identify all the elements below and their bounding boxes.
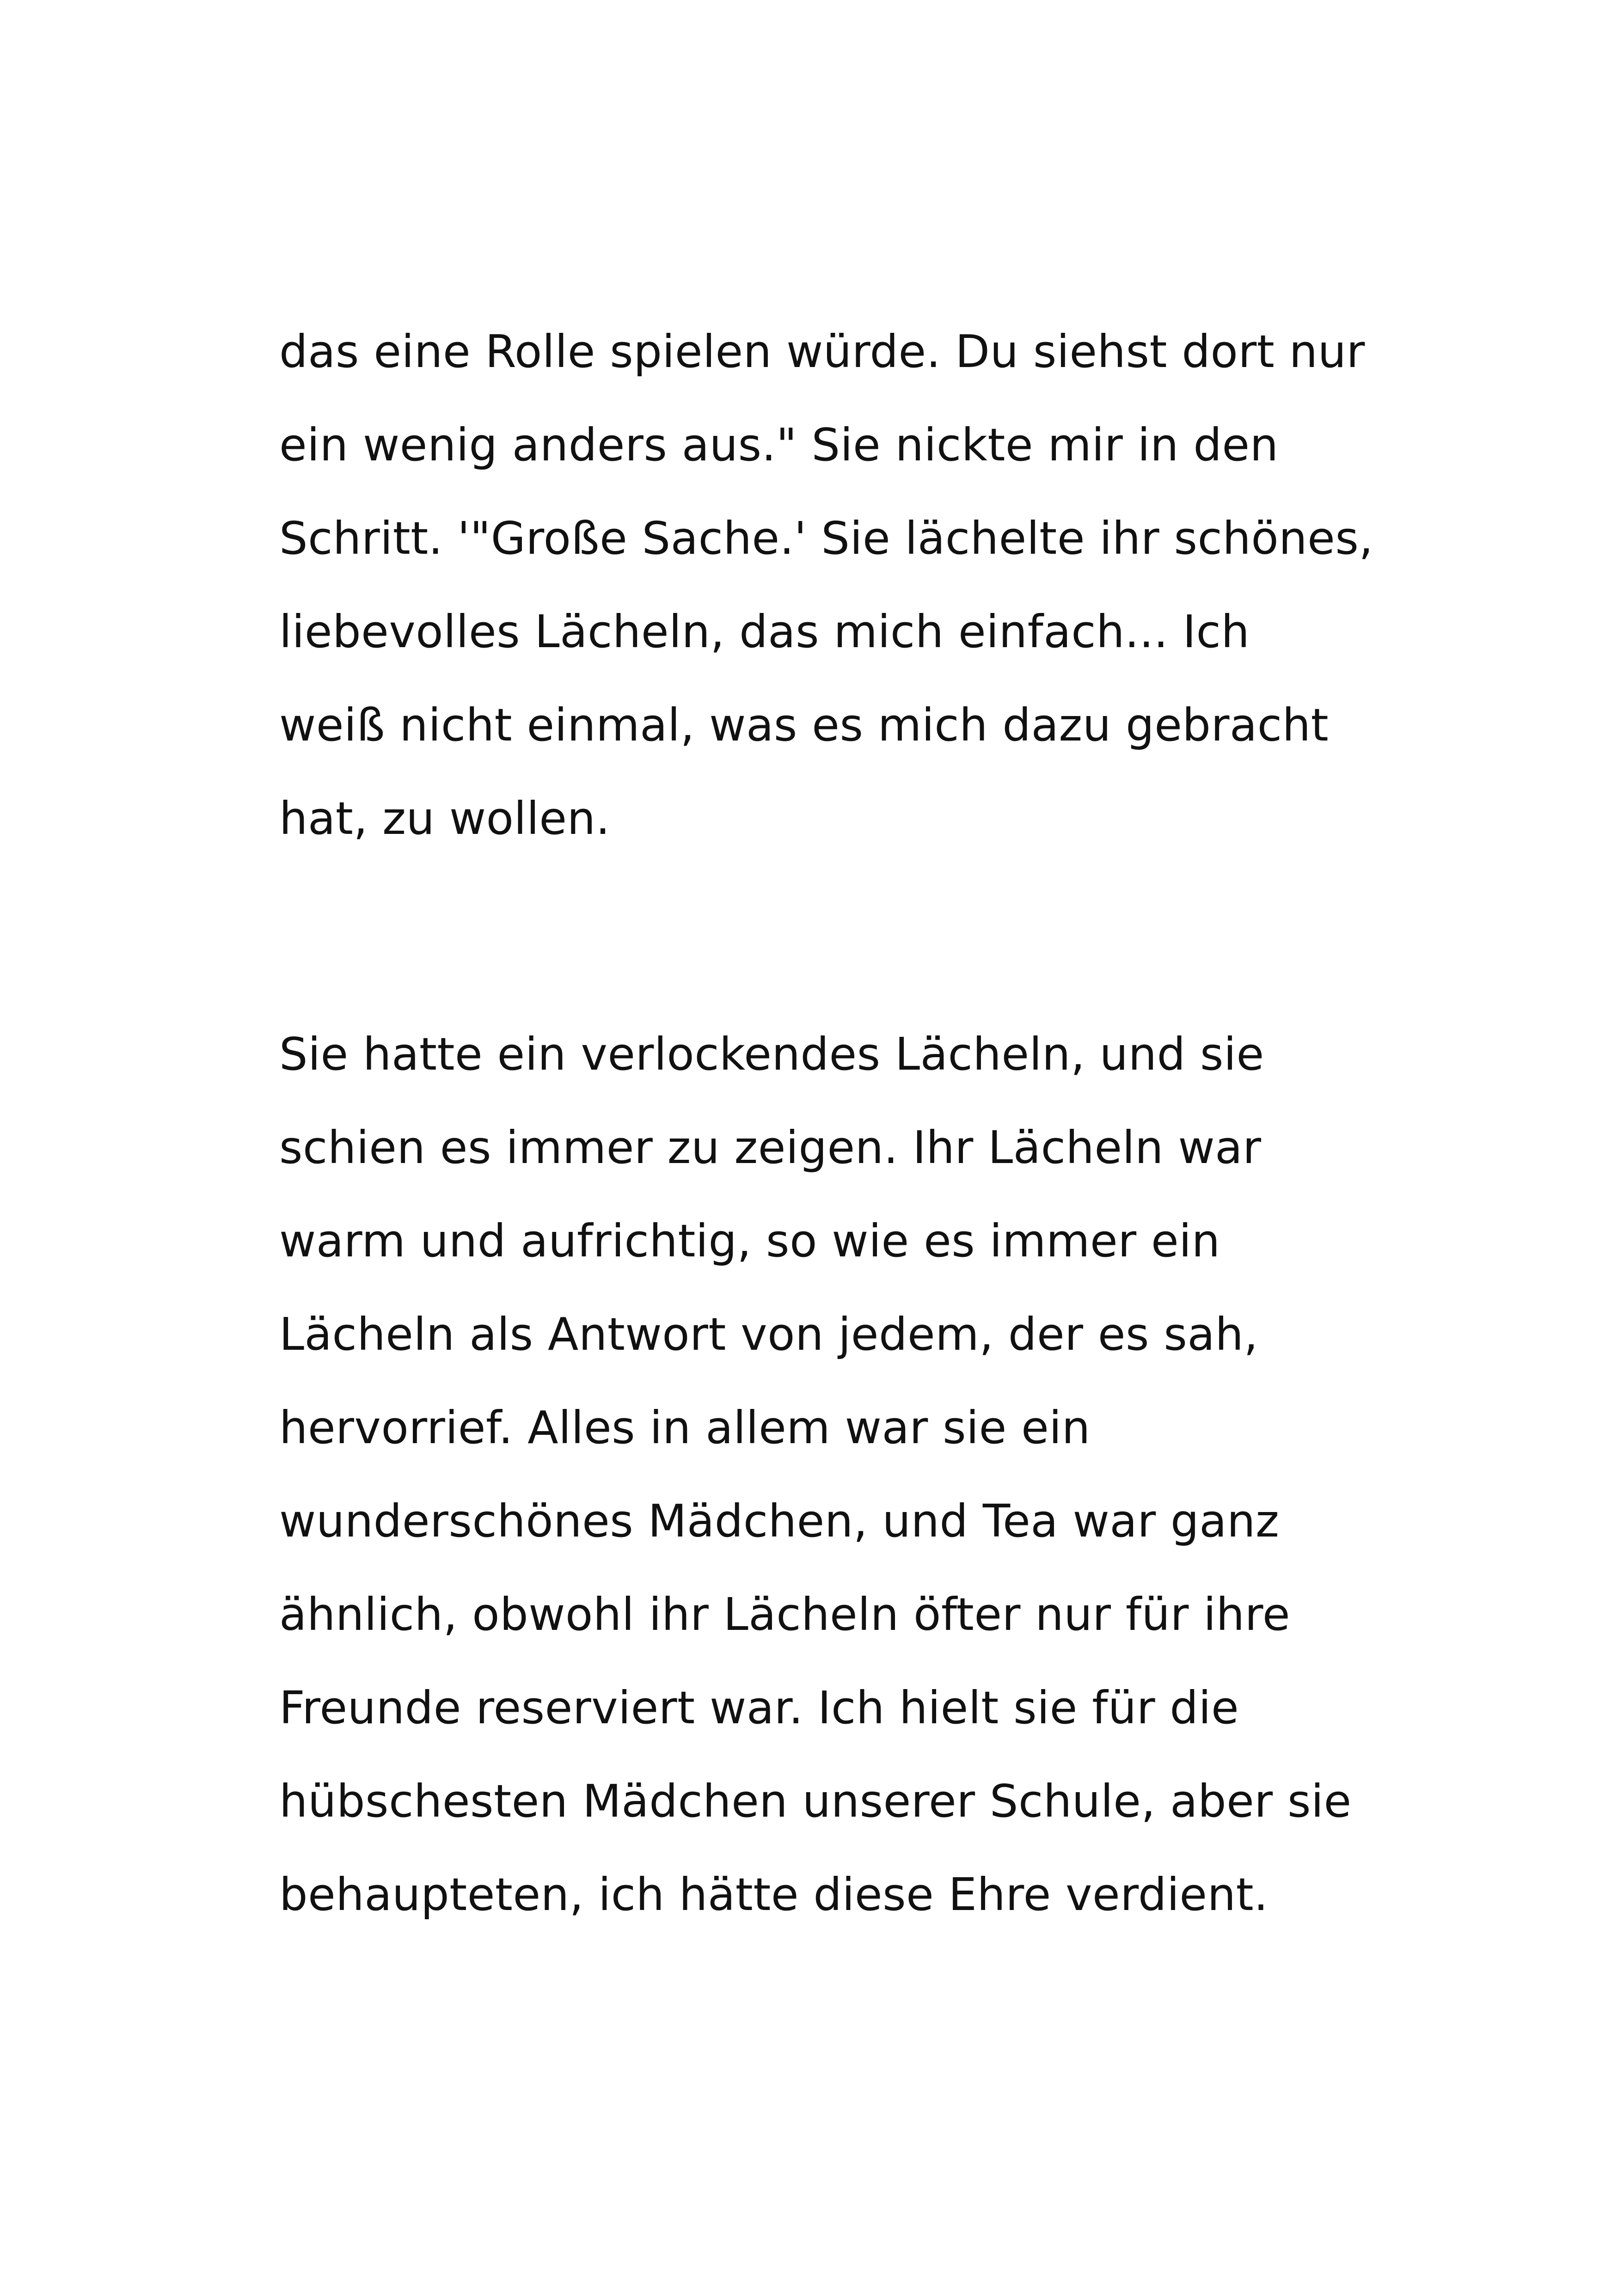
- text-line: ein wenig anders aus." Sie nickte mir in den: [279, 419, 1279, 471]
- text-line: weiß nicht einmal, was es mich dazu gebracht: [279, 699, 1329, 751]
- text-line: warm und aufrichtig, so wie es immer ein: [279, 1215, 1220, 1267]
- text-line: Sie hatte ein verlockendes Lächeln, und sie: [279, 1028, 1264, 1080]
- text-line: behaupteten, ich hätte diese Ehre verdient.: [279, 1868, 1269, 1921]
- text-line: wunderschönes Mädchen, und Tea war ganz: [279, 1495, 1280, 1547]
- paragraph-2: [279, 1008, 1412, 1941]
- text-line: hübschesten Mädchen unserer Schule, aber sie: [279, 1775, 1352, 1827]
- text-line: Schritt. '"Große Sache.' Sie lächelte ihr schönes,: [279, 512, 1373, 564]
- text-line: hat, zu wollen.: [279, 792, 610, 845]
- paragraph-1: [279, 305, 1412, 865]
- text-line: liebevolles Lächeln, das mich einfach... Ich: [279, 606, 1250, 658]
- text-line: Lächeln als Antwort von jedem, der es sah,: [279, 1308, 1258, 1360]
- text-line: das eine Rolle spielen würde. Du siehst dort nur: [279, 325, 1365, 378]
- text-line: Freunde reserviert war. Ich hielt sie für die: [279, 1682, 1239, 1734]
- text-line: ähnlich, obwohl ihr Lächeln öfter nur für ihre: [279, 1588, 1291, 1641]
- text-line: schien es immer zu zeigen. Ihr Lächeln war: [279, 1121, 1262, 1174]
- text-line: hervorrief. Alles in allem war sie ein: [279, 1402, 1091, 1454]
